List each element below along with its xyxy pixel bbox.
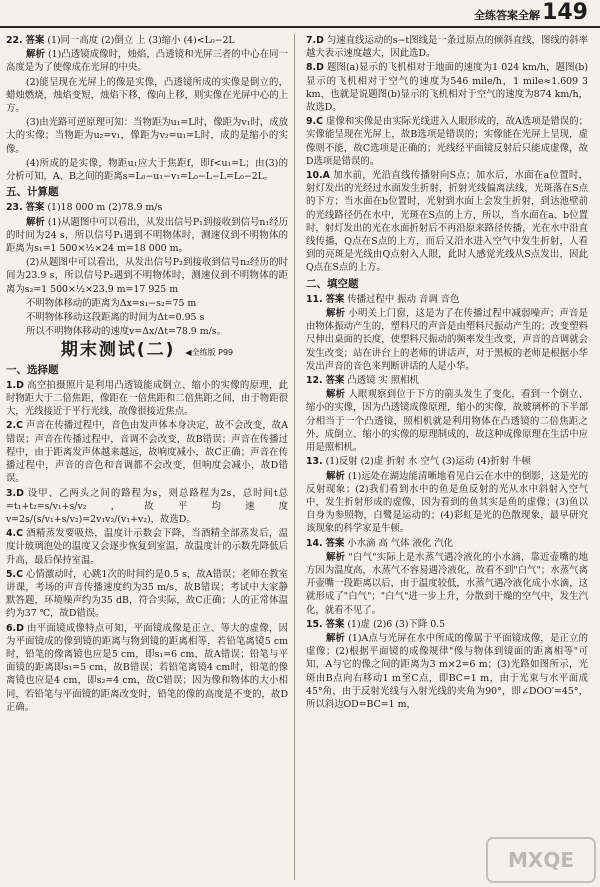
question-number: 10.A	[306, 170, 330, 182]
right-column	[306, 34, 588, 712]
test-reference: ◀全练版 P99	[185, 348, 234, 358]
paragraph-text: 声音在传播过程中，音色由发声体本身决定，故不会改变，故A错误；声音在传播过程中，音调不会改变，故B错误；声音在传播过程中，由于距离发声体越来越远，故响度减小，故C正确；声音在传播过程中，声音的音色和音调都不会改变，但响度会减小，故D错误。	[6, 420, 288, 485]
header-rule	[0, 26, 600, 28]
paragraph-text: 所以不明物体移动的速度v=Δx/Δt=78.9 m/s。	[26, 326, 226, 338]
answer-tag: 解析	[326, 470, 345, 482]
page-number: 149	[542, 0, 588, 25]
paragraph-text: (1)远处在湖边能清晰地看见白云在水中的倒影，这是光的反射现象；(2)我们看到水中的鱼是鱼反射的光从水中斜射入空气中，发生折射形成的虚像，因为看到的鱼其实是鱼的虚像；(3)鱼以自身为参照物，白鹭是运动的；(4)彩虹是光的色散现象，最早研究该现象的科学家是牛顿。	[306, 470, 588, 535]
answer-paragraph	[6, 419, 288, 485]
answer-paragraph	[6, 622, 288, 714]
question-number: 14.	[306, 537, 323, 549]
paragraph-text: 人眼观察到位于下方的箭头发生了变化，看到一个倒立、缩小的实像，因为凸透镜成像原理，缩小的实像，故玻璃杯的下半部分相当于一个凸透镜，照相机就是利用物体在凸透镜的二倍焦距之外，成倒立、缩小的实像的原理制成的，故这种成像原理在生活中应用是照相机。	[306, 389, 588, 454]
section-heading: 一、选择题	[6, 363, 59, 376]
paragraph-text: (1)虚 (2)6 (3)下降 0.5	[347, 618, 446, 630]
answer-tag: 答案	[325, 537, 345, 549]
test-title: 期末测试(二)	[60, 340, 176, 361]
answer-tag: 解析	[326, 308, 346, 320]
paragraph-text: (3)由光路可逆原理可知：当物距为u₁=L时，像距为v₁时，成放大的实像；当物距为u₂=v₁，像距为v₂=u₁=L时，成的是缩小的实像。	[6, 117, 288, 155]
answer-tag: 解析	[26, 216, 45, 228]
paragraph-text: (1)凸透镜成像时，烛焰，凸透镜和光屏三者的中心在同一高度是为了使像成在光屏的中央。	[6, 49, 288, 74]
paragraph-text: 凸透镜 实 照相机	[347, 375, 419, 387]
answer-paragraph	[306, 293, 588, 306]
paragraph-text: (4)所成的是实像，物距u₁应大于焦距f，即f<u₁=L；由(3)的分析可知，A、B之间的距离s=L₀−u₁−v₁=L₀−L−L=L₀−2L。	[6, 157, 288, 183]
answer-paragraph	[6, 157, 288, 183]
answer-paragraph	[306, 374, 588, 387]
question-number: 7.D	[306, 35, 324, 46]
paragraph-text: (1)从题图中可以看出，从发出信号P₁到接收到信号n₁经历的时间为24 s，所以信号P₁遇到不明物体时，测速仪到不明物体的距离为s₁=1 500×½×24 m=18 000 m。	[6, 216, 288, 255]
answer-paragraph	[6, 48, 288, 74]
answer-paragraph	[6, 76, 288, 116]
question-number: 4.C	[6, 528, 23, 540]
answer-tag: 答案	[325, 375, 345, 387]
section-heading: 二、填空题	[306, 277, 359, 290]
paragraph-text: 匀速直线运动的s−t图线是一条过原点的倾斜直线，图线的斜率越大表示速度越大，因此选D。	[306, 35, 588, 60]
question-number: 13.	[306, 456, 323, 468]
answer-paragraph	[306, 455, 588, 468]
paragraph-text: (1)18 000 m (2)78.9 m/s	[47, 202, 163, 214]
answer-tag: 解析	[326, 632, 346, 644]
paragraph-text: "白气"实际上是水蒸气遇冷液化的小水滴，靠近壶嘴的地方因为温度高，水蒸气不容易遇冷液化，故看不到"白气"；水蒸气离开壶嘴一段距离以后，由于温度较低，水蒸气遇冷液化成小水滴，这就形成了"白气"；"白气"进一步上升，分散到干燥的空气中，发生汽化，就看不见了。	[306, 551, 588, 616]
answer-paragraph	[6, 379, 288, 419]
answer-tag: 解析	[326, 389, 346, 401]
answer-paragraph	[306, 537, 588, 550]
answer-tag: 答案	[325, 293, 345, 305]
paragraph-text: 高空拍摄照片是利用凸透镜能成倒立、缩小的实像的原理，此时物距大于二倍焦距，像距在一倍焦距和二倍焦距之间，由于物距很大，光线接近于平行光线，故像很接近焦点。	[6, 379, 288, 418]
paragraph-text: (1)同一高度 (2)倒立 上 (3)缩小 (4)<L₀−2L	[47, 35, 235, 46]
question-number: 3.D	[6, 487, 24, 499]
paragraph-text: (2)能呈现在光屏上的像是实像，凸透镜所成的实像是倒立的，蜡烛燃烧，烛焰变短，烛焰下移，像向上移，则实像在光屏中心的上方。	[6, 76, 288, 115]
question-number: 6.D	[6, 622, 24, 634]
question-number: 5.C	[6, 568, 23, 580]
answer-paragraph	[6, 256, 288, 296]
answer-tag: 答案	[25, 202, 45, 214]
answer-paragraph	[306, 115, 588, 168]
answer-paragraph	[6, 325, 288, 338]
question-number: 15.	[306, 618, 323, 630]
svg-text:MXQE: MXQE	[508, 848, 574, 872]
answer-paragraph	[6, 527, 288, 567]
answer-paragraph	[306, 169, 588, 275]
answer-paragraph	[6, 201, 288, 214]
answer-paragraph	[6, 116, 288, 156]
answer-tag: 解析	[326, 551, 346, 563]
paragraph-text: 不明物体移动的距离为Δx=s₁−s₂=75 m	[26, 297, 197, 309]
answer-tag: 答案	[25, 35, 45, 46]
paragraph-text: 虚像和实像是由实际光线进入人眼形成的，故A选项是错误的；实像能呈现在光屏上，故B选项是错误的；实像能在光屏上呈现，虚像则不能，故C选项是正确的；光线经平面镜反射后只能成虚像，故D选项是错误的。	[306, 116, 588, 167]
question-number: 9.C	[306, 116, 323, 128]
answer-paragraph	[6, 297, 288, 310]
paragraph-text: (1)反射 (2)虚 折射 水 空气 (3)运动 (4)折射 牛顿	[325, 456, 531, 468]
paragraph-text: 不明物体移动这段距离的时间为Δt=0.95 s	[26, 312, 205, 324]
answer-paragraph	[6, 487, 288, 527]
paragraph-text: 心情激动时，心跳1次的时间约是0.5 s，故A错误；老师在教室讲课，考场的声音传播速度约为35 m/s，故B错误；考试中大家静默答题，环境噪声约为35 dB，符合实际，故C正确；人的正常体温约为37 ℃，故D错误。	[6, 568, 288, 620]
question-number: 1.D	[6, 379, 24, 391]
answer-paragraph	[306, 618, 588, 631]
header-title: 全练答案全解	[474, 9, 540, 22]
section-heading: 五、计算题	[6, 186, 59, 199]
answer-paragraph	[306, 632, 588, 711]
paragraph-text: 加水前，光沿直线传播射向S点；加水后，水面在a位置时，射灯发出的光经过水面发生折射，折射光线偏离法线，光斑落在S点的下方；当水面在b位置时，光射到水面上会发生折射，到达池壁前的光线路径仍在水中，光斑在S点的上方，所以，当水面在a、b位置时，射灯发出的光在水面折射后不再沿原来路径传播，光在水中沿直线传播，Q点在S点的上方，而后又沿水进入空气中发生折射，人看到的亮斑是光线由Q点射入人眼，此时人感觉光线从S点发出，因此Q点在S点的上方。	[306, 170, 589, 274]
answer-paragraph	[306, 61, 588, 114]
paragraph-text: 题图(a)显示的飞机相对于地面的速度为1 024 km/h，题图(b)显示的飞机相对于空气的速度为546 mile/h，1 mile≈1.609 3 km，也就是说题图(b)显示的飞机相对于空气的速度为874 km/h，故选D。	[306, 62, 589, 114]
test-title-block	[6, 340, 288, 361]
answer-paragraph	[306, 307, 588, 373]
watermark-stamp	[486, 837, 596, 883]
paragraph-text: 传播过程中 振动 音调 音色	[347, 293, 460, 305]
paragraph-text: (1)A点与光屏在水中所成的像属于平面镜成像，是正立的虚像；(2)根据平面镜的成像规律"像与物体到镜面的距离相等"可知，A与它的像之间的距离为3 m×2=6 m；(3)光路如图所示，光斑由B点向右移动1 m至C点，即BC=1 m，由于光束与水平面成45°角，由于反射光线与入射光线的夹角为90°，即∠DOO′=45°，所以斜边OD=BC=1 m，	[306, 632, 588, 710]
question-number: 22.	[6, 35, 23, 46]
answer-tag: 解析	[26, 49, 45, 61]
answer-paragraph	[6, 568, 288, 621]
answer-paragraph	[6, 311, 288, 324]
question-number: 23.	[6, 202, 23, 214]
paragraph-text: 由平面镜成像特点可知，平面镜成像是正立、等大的虚像，因为平面镜成的像到镜的距离与物到镜的距离相等，若铅笔离镜5 cm时，铅笔的像离镜也应是5 cm，即s₁=6 cm，故A错误；铅笔与平面镜的距离即s₁=5 cm，故B错误；若铅笔离镜4 cm时，铅笔的像离镜也应是4 cm，即s₂=4 cm，故C错误；因为像和物体的大小相同，若铅笔与平面镜的距离改变时，铅笔的像的高度是不变的，故D正确。	[6, 622, 288, 713]
answer-paragraph	[306, 551, 588, 617]
question-number: 2.C	[6, 420, 23, 432]
paragraph-text: 设甲、乙两头之间的路程为s，则总路程为2s，总时间t总=t₁+t₂=s/v₁+s/v₂，故平均速度v=2s/(s/v₁+s/v₂)=2v₁v₂/(v₁+v₂)，故选D。	[6, 487, 289, 525]
question-number: 12.	[306, 375, 323, 387]
answer-paragraph	[6, 216, 288, 256]
paragraph-text: 酒精蒸发要吸热，温度计示数会下降，当酒精全部蒸发后，温度计玻璃泡处的温度又会逐步恢复到室温，故温度计的示数先降低后升高，最后保持室温。	[6, 528, 288, 566]
answer-tag: 答案	[325, 618, 345, 630]
answer-paragraph	[306, 34, 588, 60]
left-column	[6, 34, 288, 715]
page-header	[0, 0, 600, 28]
paragraph-text: (2)从题图中可以看出，从发出信号P₂到接收到信号n₂经历的时间为23.9 s，所以信号P₂遇到不明物体时，测速仪到不明物体的距离为s₂=1 500×½×23.9 m=17 925 m	[6, 257, 288, 295]
paragraph-text: 小水滴 高 气体 液化 汽化	[347, 537, 454, 549]
answer-paragraph	[6, 34, 288, 47]
question-number: 8.D	[306, 62, 324, 74]
answer-paragraph	[306, 388, 588, 454]
column-divider	[294, 34, 295, 880]
paragraph-text: 小明关上门窗，这是为了在传播过程中减弱噪声；声音是由物体振动产生的，塑料尺的声音是由塑料尺振动产生的；改变塑料尺伸出桌面的长度，使塑料尺振动的频率发生改变，声音的音调就会发生改变；站在讲台上的老师的讲话声，对于黑板的老师是根据小华发出声音的音色来判断讲话的人是小华。	[306, 308, 588, 372]
question-number: 11.	[306, 293, 323, 305]
answer-paragraph	[306, 470, 588, 536]
